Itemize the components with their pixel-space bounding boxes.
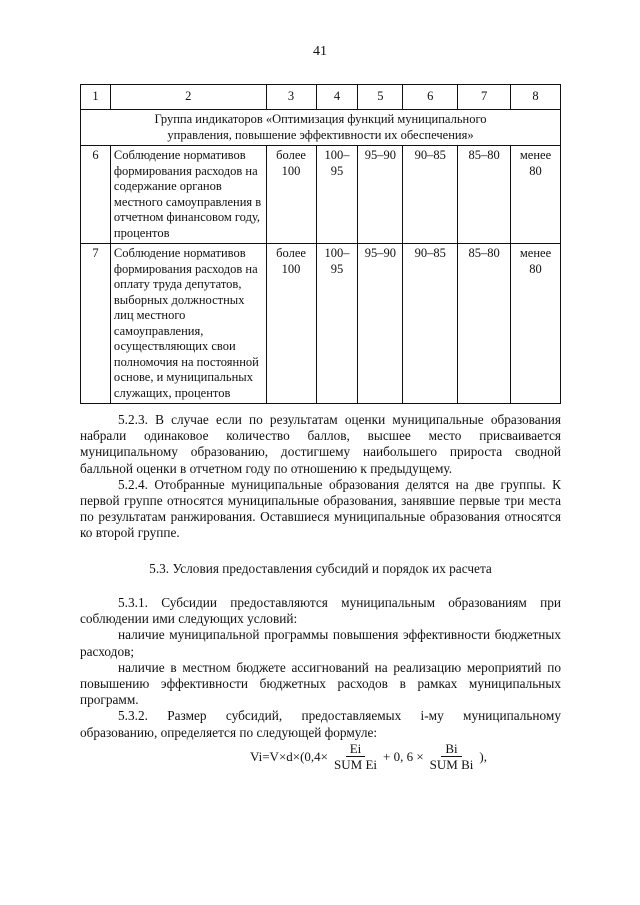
col-header: 3 xyxy=(266,85,316,110)
condition-item-2: наличие в местном бюджете ассигнований на реализацию мероприятий по повышению эффективности бюджетных расходов в рамках муниципальных программ. xyxy=(80,659,561,708)
cell-score-7: 85–80 xyxy=(458,146,511,244)
formula-plus: + 0, 6 × xyxy=(383,748,424,764)
fraction-bi xyxy=(426,741,478,772)
paragraph-5-3-1: 5.3.1. Субсидии предоставляются муниципальным образованиям при соблюдении ими следующих условий: xyxy=(80,595,561,627)
col-header: 6 xyxy=(403,85,458,110)
indicator-name: Соблюдение нормативов формирования расходов на содержание органов местного самоуправления в отчетном финансовом году, процентов xyxy=(110,146,266,244)
fraction-numerator: Bi xyxy=(441,741,461,757)
cell-score-6: 90–85 xyxy=(403,146,458,244)
fraction-numerator: Ei xyxy=(346,741,366,757)
condition-item-1: наличие муниципальной программы повышения эффективности бюджетных расходов; xyxy=(80,627,561,659)
cell-score-7: 85–80 xyxy=(458,244,511,404)
cell-score-3: более 100 xyxy=(266,146,316,244)
col-header: 1 xyxy=(81,85,111,110)
paragraph-5-3-2: 5.3.2. Размер субсидий, предоставляемых i-му муниципальному образованию, определяется по следующей формуле: xyxy=(80,708,561,740)
subsidy-formula xyxy=(250,741,487,772)
group-title: Группа индикаторов «Оптимизация функций муниципального управления, повышение эффективности их обеспечения» xyxy=(81,110,561,146)
row-number: 7 xyxy=(81,244,111,404)
table-row xyxy=(81,244,561,404)
cell-score-6: 90–85 xyxy=(403,244,458,404)
paragraph-block-1 xyxy=(80,412,561,542)
page-number: 41 xyxy=(313,44,327,59)
formula-lhs: Vi=V×d×(0,4× xyxy=(250,748,329,764)
col-header: 2 xyxy=(110,85,266,110)
cell-score-3: более 100 xyxy=(266,244,316,404)
col-header: 8 xyxy=(511,85,561,110)
cell-score-8: менее 80 xyxy=(511,244,561,404)
group-row xyxy=(81,110,561,146)
paragraph-block-2 xyxy=(80,595,561,741)
fraction-denominator: SUM Bi xyxy=(429,757,474,772)
cell-score-4: 100–95 xyxy=(316,244,358,404)
col-header: 7 xyxy=(458,85,511,110)
formula-tail: ), xyxy=(479,748,487,764)
fraction-denominator: SUM Ei xyxy=(334,757,377,772)
paragraph-5-2-3: 5.2.3. В случае если по результатам оценки муниципальные образования набрали одинаковое количество баллов, высшее место присваивается муниципальному образованию, достигшему наибольшего прироста сводной балльной оценки в отчетном году по отношению к предыдущему. xyxy=(80,412,561,476)
paragraph-5-2-4: 5.2.4. Отобранные муниципальные образования делятся на две группы. К первой группе относятся муниципальные образования, занявшие первые три места по результатам ранжирования. Оставшиеся муниципальные образования относятся ко второй группе. xyxy=(80,476,561,541)
cell-score-5: 95–90 xyxy=(358,244,403,404)
indicators-table xyxy=(80,84,561,404)
table-header-row xyxy=(81,85,561,110)
table-row xyxy=(81,146,561,244)
indicator-name: Соблюдение нормативов формирования расходов на оплату труда депутатов, выборных должностных лиц местного самоуправления, осуществляющих свои полномочия на постоянной основе, и муниципальных служащих, процентов xyxy=(110,244,266,404)
cell-score-5: 95–90 xyxy=(358,146,403,244)
section-title-5-3: 5.3. Условия предоставления субсидий и порядок их расчета xyxy=(149,561,492,576)
col-header: 5 xyxy=(358,85,403,110)
col-header: 4 xyxy=(316,85,358,110)
cell-score-4: 100–95 xyxy=(316,146,358,244)
row-number: 6 xyxy=(81,146,111,244)
fraction-ei xyxy=(330,741,381,772)
cell-score-8: менее 80 xyxy=(511,146,561,244)
